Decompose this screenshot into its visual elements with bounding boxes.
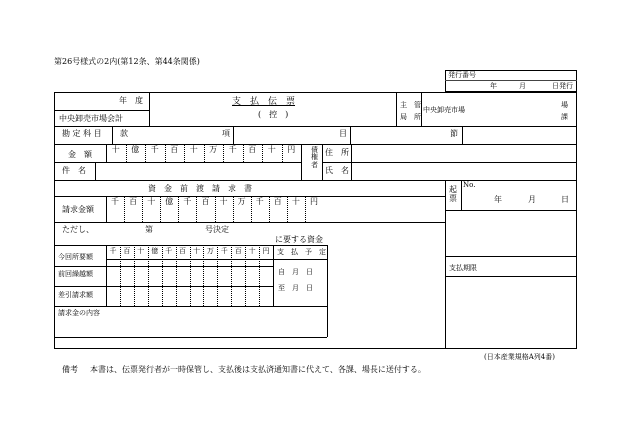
ka-label: 課 [561,113,568,121]
address-label: 住 所 [325,148,349,157]
ledger-digit-label: 円 [262,247,270,255]
ledger-digit-divider [162,245,163,306]
form-frame [54,92,577,349]
ledger-digit-label: 百 [123,247,131,255]
request-digit-label: 万 [237,197,246,206]
amount-digit-label: 百 [170,145,179,154]
ledger-digit-divider [134,245,135,306]
moku-label: 目 [339,129,347,138]
accounting-label: 中央卸売市場会計 [59,114,123,123]
amount-digit-divider [243,144,244,162]
ledger-digit-divider [245,245,246,306]
kihyo-label: 起票 [449,185,457,203]
request-digit-label: 十 [219,197,228,206]
schedule-to: 至 月 日 [278,284,313,292]
amount-digit-divider [262,144,263,162]
amount-digit-label: 十 [267,145,276,154]
kou-label: 項 [222,129,230,138]
request-digit-divider [124,196,125,222]
request-digit-divider [215,196,216,222]
account-label: 勘 定 科 目 [62,129,102,138]
amount-digit-label: 円 [287,145,296,154]
deadline-label: 支払期限 [449,264,477,272]
request-digit-divider [287,196,288,222]
amount-digit-divider [282,144,283,162]
request-digit-divider [305,196,306,222]
amount-digit-label: 十 [111,145,120,154]
issue-day: 日発行 [552,82,573,90]
amount-label: 金 額 [68,150,92,159]
form-reference: 第26号様式の2内(第12条、第44条関係) [54,57,200,66]
amount-digit-divider [204,144,205,162]
slip-title: 支 払 伝 票 [232,97,296,107]
hikae-label: ( 控 ) [258,110,289,119]
request-digit-label: 百 [273,197,282,206]
nendo-label: 年 度 [119,96,143,105]
ledger-digit-label: 十 [248,247,256,255]
request-title: 資 金 前 渡 請 求 書 [148,184,252,193]
jis-note: (日本産業規格A列4番) [484,353,555,361]
amount-digit-label: 万 [209,145,218,154]
amount-digit-divider [223,144,224,162]
ledger-row-diff: 差引請求額 [58,291,93,299]
shukan-label-1: 主 管 [400,101,421,109]
schedule-title: 支 払 予 定 [277,248,326,256]
remarks-label: 備考 [62,365,78,374]
needed-funds-label: に要する資金 [275,235,323,244]
request-digit-label: 十 [291,197,300,206]
request-digit-label: 千 [255,197,264,206]
ledger-row-previous: 前回繰越額 [58,270,93,278]
ledger-digit-divider [148,245,149,306]
tadashi-label: ただし、 [62,225,94,234]
kihyo-year: 年 [494,195,502,204]
request-digit-label: 百 [201,197,210,206]
request-amount-label: 請求金額 [62,205,94,214]
amount-digit-divider [184,144,185,162]
amount-digit-label: 十 [189,145,198,154]
amount-digit-label: 百 [248,145,257,154]
ledger-row-current: 今回所要額 [58,253,93,261]
request-digit-label: 億 [165,197,174,206]
amount-digit-label: 億 [131,145,140,154]
schedule-from: 自 月 日 [278,268,313,276]
ledger-digit-divider [231,245,232,306]
ledger-digit-label: 千 [109,247,117,255]
ledger-digit-label: 億 [151,247,159,255]
ledger-digit-label: 百 [234,247,242,255]
item-label: 件 名 [62,166,86,175]
ledger-digit-divider [176,245,177,306]
setsu-label: 節 [450,129,458,138]
ledger-digit-divider [259,245,260,306]
ledger-digit-divider [203,245,204,306]
name-label: 氏 名 [325,166,349,175]
ba-label: 場 [561,101,568,109]
ledger-digit-label: 十 [137,247,145,255]
amount-digit-divider [145,144,146,162]
request-digit-divider [233,196,234,222]
request-digit-divider [142,196,143,222]
creditor-label: 債権者 [311,146,318,169]
shukan-label-2: 局 所 [400,113,421,121]
contents-label: 請求金の内容 [58,309,100,317]
dai-label: 第 [145,225,153,234]
request-digit-label: 千 [183,197,192,206]
request-digit-divider [160,196,161,222]
ledger-digit-divider [190,245,191,306]
ledger-digit-label: 千 [220,247,228,255]
ledger-digit-divider [217,245,218,306]
no-label: No. [463,181,476,189]
request-digit-label: 十 [147,197,156,206]
request-digit-divider [196,196,197,222]
kan-label: 款 [120,129,128,138]
request-digit-divider [178,196,179,222]
issue-month: 月 [519,82,526,90]
kihyo-day: 日 [561,195,569,204]
request-digit-label: 円 [309,197,318,206]
remarks-text: 本書は、伝票発行者が一時保管し、支払後は支払済通知書に代えて、各課、場長に送付する。 [90,365,426,374]
issue-year: 年 [490,82,497,90]
issue-number-label: 発行番号 [448,71,476,79]
market-name: 中央卸売市場 [423,106,465,114]
kettei-label: 号決定 [205,225,229,234]
amount-digit-label: 千 [228,145,237,154]
ledger-digit-divider [120,245,121,306]
request-digit-label: 千 [111,197,120,206]
request-digit-divider [251,196,252,222]
ledger-digit-label: 千 [165,247,173,255]
kihyo-month: 月 [528,195,536,204]
ledger-digit-label: 十 [192,247,200,255]
amount-digit-divider [165,144,166,162]
amount-digit-divider [126,144,127,162]
amount-digit-label: 千 [150,145,159,154]
request-digit-divider [269,196,270,222]
ledger-digit-label: 万 [206,247,214,255]
ledger-digit-label: 百 [179,247,187,255]
request-digit-label: 百 [129,197,138,206]
